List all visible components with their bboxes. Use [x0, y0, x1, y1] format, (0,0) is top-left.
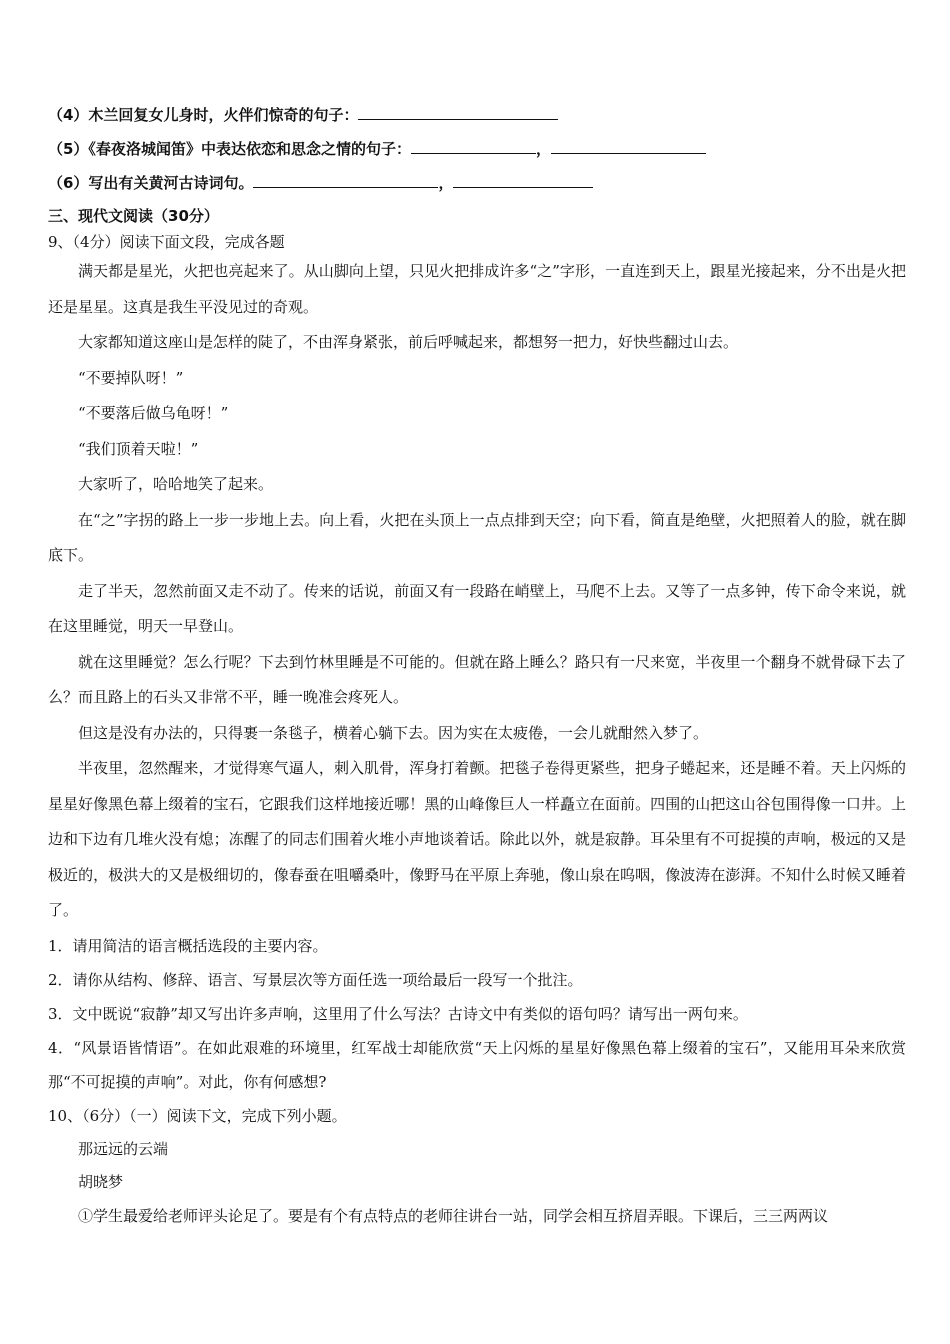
passage-paragraph: 在“之”字拐的路上一步一步地上去。向上看，火把在头顶上一点点排到天空；向下看，简直是绝壁，火把照着人的脸，就在脚底下。 — [48, 510, 906, 564]
passage-paragraph: 大家都知道这座山是怎样的陡了，不由浑身紧张，前后呼喊起来，都想努一把力，好快些翻过山去。 — [78, 333, 739, 351]
sub-question: 1．请用简洁的语言概括选段的主要内容。 — [48, 936, 328, 955]
fill-question-4: （4）木兰回复女儿身时，火伴们惊奇的句子： — [48, 98, 906, 132]
article-title: 那远远的云端 — [78, 1139, 169, 1158]
answer-blank[interactable] — [411, 139, 536, 154]
question-9-subquestions — [48, 929, 906, 1099]
fill-question-5: （5）《春夜洛城闻笛》中表达依恋和思念之情的句子： ， — [48, 132, 906, 166]
sub-question: 4．“风景语皆情语”。在如此艰难的环境里，红军战士却能欣赏“天上闪烁的星星好像黑色幕上缀着的宝石”，又能用耳朵来欣赏那“不可捉摸的声响”。对此，你有何感想? — [48, 1038, 906, 1091]
passage-paragraph: 走了半天，忽然前面又走不动了。传来的话说，前面又有一段路在峭壁上，马爬不上去。又等了一点多钟，传下命令来说，就在这里睡觉，明天一早登山。 — [48, 581, 906, 635]
passage-paragraph: 满天都是星光，火把也亮起来了。从山脚向上望，只见火把排成许多“之”字形，一直连到天上，跟星光接起来，分不出是火把还是星星。这真是我生平没见过的奇观。 — [48, 262, 906, 316]
fill-question-6: （6）写出有关黄河古诗词句。 ， — [48, 166, 906, 200]
article-author: 胡晓梦 — [78, 1172, 124, 1191]
passage-paragraph: 半夜里，忽然醒来，才觉得寒气逼人，刺入肌骨，浑身打着颤。把毯子卷得更紧些，把身子蜷起来，还是睡不着。天上闪烁的星星好像黑色幕上缀着的宝石，它跟我们这样地接近哪！黑的山峰像巨人一样矗立在面前。四围的山把这山谷包围得像一口井。上边和下边有几堆火没有熄；冻醒了的同志们围着火堆小声地谈着话。除此以外，就是寂静。耳朵里有不可捉摸的声响，极远的又是极近的，极洪大的又是极细切的，像春蚕在咀嚼桑叶，像野马在平原上奔驰，像山泉在呜咽，像波涛在澎湃。不知什么时候又睡着了。 — [48, 759, 906, 919]
answer-blank[interactable] — [453, 173, 593, 188]
passage-paragraph: 但这是没有办法的，只得裹一条毯子，横着心躺下去。因为实在太疲倦，一会儿就酣然入梦了。 — [78, 723, 709, 742]
passage-paragraph: “不要掉队呀！” — [78, 368, 184, 387]
article-paragraph: ①学生最爱给老师评头论足了。要是有个有点特点的老师往讲台一站，同学会相互挤眉弄眼。下课后，三三两两议 — [78, 1206, 829, 1225]
section-title: 三、现代文阅读（30分） — [48, 207, 219, 225]
question-10-heading: 10、（6分）（一）阅读下文，完成下列小题。 — [48, 1106, 347, 1125]
answer-blank[interactable] — [551, 139, 706, 154]
passage-paragraph: 就在这里睡觉？怎么行呢？下去到竹林里睡是不可能的。但就在路上睡么？路只有一尺来宽，半夜里一个翻身不就骨碌下去了么？而且路上的石头又非常不平，睡一晚准会疼死人。 — [48, 652, 906, 706]
question-9-passage — [48, 254, 906, 929]
document-page — [48, 98, 906, 1234]
passage-paragraph: “不要落后做乌龟呀！” — [78, 404, 229, 422]
question-9-heading: 9、（4分）阅读下面文段，完成各题 — [48, 233, 285, 251]
passage-paragraph: 大家听了，哈哈地笑了起来。 — [78, 475, 274, 493]
answer-blank[interactable] — [358, 105, 558, 120]
passage-paragraph: “我们顶着天啦！” — [78, 439, 199, 458]
answer-blank[interactable] — [253, 173, 438, 188]
sub-question: 3．文中既说“寂静”却又写出许多声响，这里用了什么写法？古诗文中有类似的语句吗？请写出一两句来。 — [48, 1004, 748, 1023]
sub-question: 2．请你从结构、修辞、语言、写景层次等方面任选一项给最后一段写一个批注。 — [48, 970, 583, 989]
